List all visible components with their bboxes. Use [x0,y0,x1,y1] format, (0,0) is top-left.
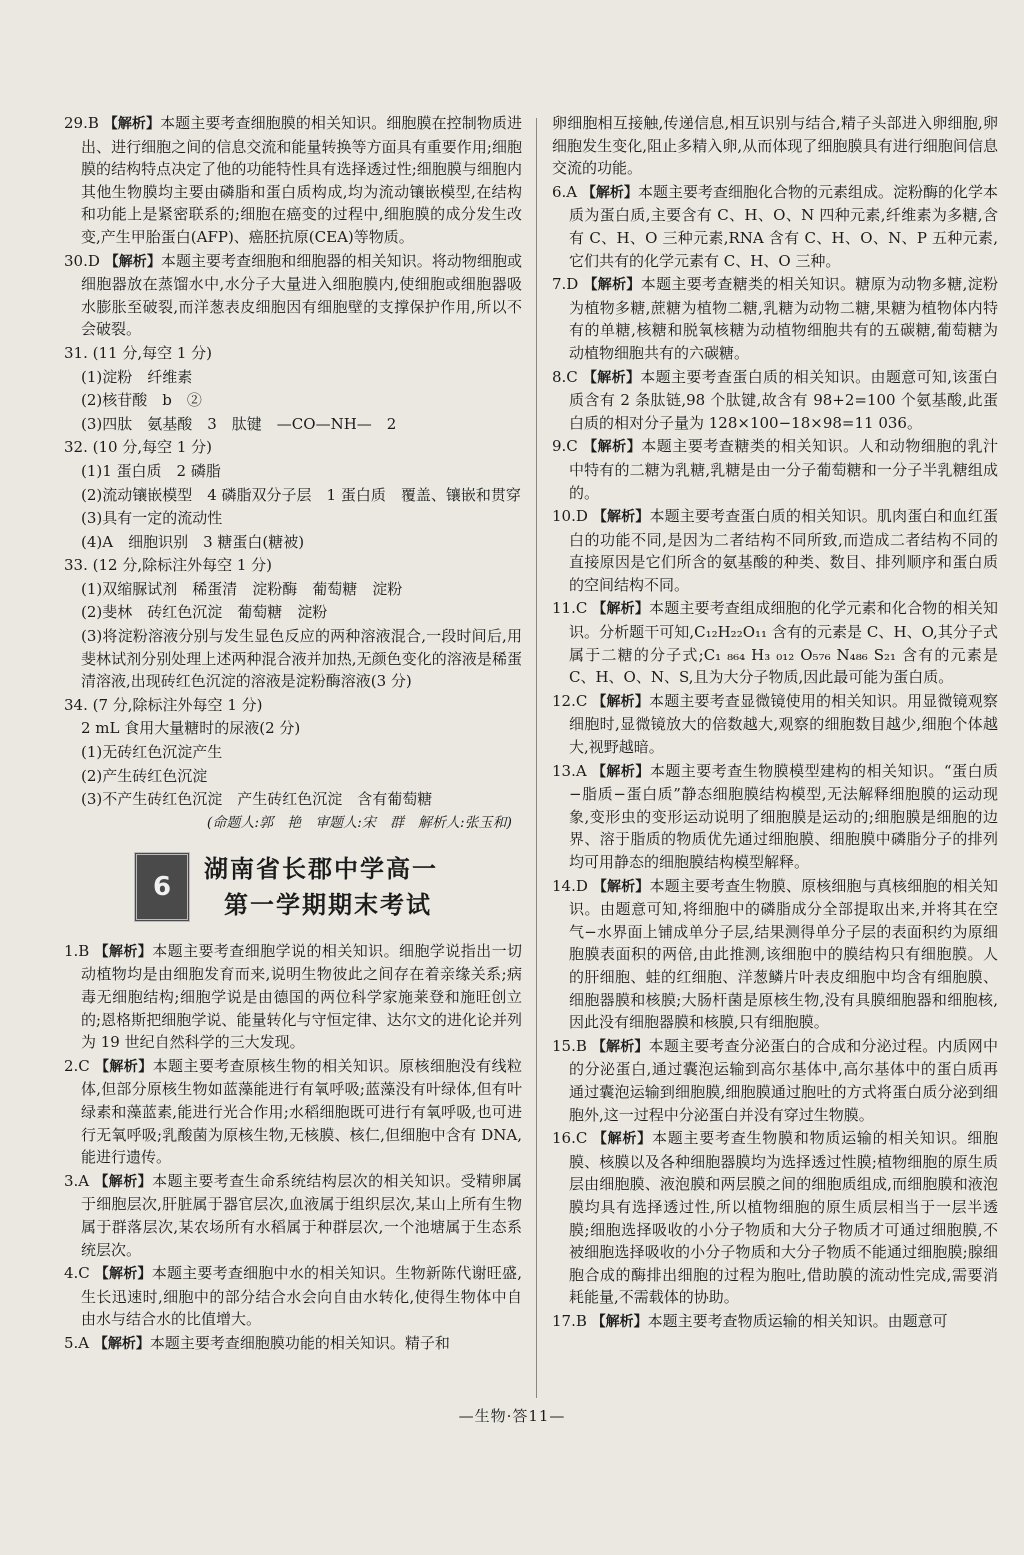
answer-number: 3.A [64,1171,95,1190]
answer-text: (1)1 蛋白质 2 磷脂 [81,461,221,480]
answer-text: (12 分,除标注外每空 1 分) [92,556,273,575]
analysis-tag: 【解析】 [583,277,641,294]
answer-number: 10.D [552,507,593,526]
answer-number: 12.C [552,691,593,710]
answer-number: 5.A [64,1333,94,1352]
answer-text: 本题主要考查糖类的相关知识。糖原为动物多糖,淀粉为植物多糖,蔗糖为植物二糖,乳糖为动物二糖,果糖为植物体内特有的单糖,核糖和脱氧核糖为动植物细胞共有的五碳糖,葡萄糖为动植物细胞共有的六碳糖。 [569,275,999,362]
answer-item [552,435,998,504]
answer-text: 本题主要考查蛋白质的相关知识。肌肉蛋白和血红蛋白的功能不同,是因为二者结构不同所致,而造成二者结构不同的直接原因是它们所含的氨基酸的种类、数目、排列顺序和蛋白质的空间结构不同。 [569,507,998,594]
answer-text: 本题主要考查糖类的相关知识。人和动物细胞的乳汁中特有的二糖为乳糖,乳糖是由一分子葡萄糖和一分子半乳糖组成的。 [569,437,998,502]
section-header [134,844,522,930]
answer-item [64,601,522,624]
column-divider [536,118,537,1398]
answer-text: (2)产生砖红色沉淀 [81,766,208,785]
answer-number: 6.A [552,182,582,201]
analysis-tag: 【解析】 [591,763,650,780]
left-answers-part2 [64,940,522,1356]
answer-item [64,717,522,740]
answer-item [64,1332,522,1356]
answer-item [552,1035,998,1126]
answer-item [64,250,522,341]
answer-number: 2.C [64,1056,95,1075]
answer-text: (3)具有一定的流动性 [81,509,223,528]
analysis-tag: 【解析】 [592,693,650,710]
answer-text: 本题主要考查分泌蛋白的合成和分泌过程。内质网中的分泌蛋白,通过囊泡运输到高尔基体中,高尔基体中的蛋白质再通过囊泡运输到细胞膜,细胞膜通过胞吐的方式将蛋白质分泌到细胞外,这一过程中分泌蛋白并没有穿过生物膜。 [569,1036,998,1124]
answer-number: 33. [64,556,93,575]
analysis-tag: 【解析】 [592,1131,652,1148]
analysis-tag: 【解析】 [94,1058,153,1075]
answer-item [64,765,522,788]
analysis-tag: 【解析】 [592,878,650,895]
analysis-tag: 【解析】 [104,253,161,270]
section-title-line2: 第一学期期末考试 [224,890,432,919]
answer-text: (3)四肽 氨基酸 3 肽键 —CO—NH— 2 [81,414,397,433]
answer-number: 11.C [552,599,593,618]
answer-number: 29.B [64,114,104,132]
answer-item [552,1310,998,1334]
answer-item [552,690,998,759]
answer-text: 本题主要考查细胞中水的相关知识。生物新陈代谢旺盛,生长迅速时,细胞中的部分结合水会向自由水转化,使得生物体中自由水与结合水的比值增大。 [81,1264,522,1329]
analysis-tag: 【解析】 [591,1038,649,1055]
answer-item [552,112,998,180]
answer-number: 16.C [552,1129,593,1148]
answer-item [552,181,998,272]
answer-number: 30.D [64,251,105,270]
analysis-tag: 【解析】 [592,601,650,618]
answer-number: 8.C [552,367,583,386]
answer-text: 本题主要考查原核生物的相关知识。原核细胞没有线粒体,但部分原核生物如蓝藻能进行有氧呼吸;蓝藻没有叶绿体,但有叶绿素和藻蓝素,能进行光合作用;水稻细胞既可进行有氧呼吸,也可进行无氧呼吸;乳酸菌为原核生物,无核膜、核仁,但细胞中含有 DNA,能进行遗传。 [81,1056,522,1167]
answer-text: (4)A 细胞识别 3 糖蛋白(糖被) [81,532,305,551]
answer-item [64,366,522,389]
answer-text: 本题主要考查显微镜使用的相关知识。用显微镜观察细胞时,显微镜放大的倍数越大,观察的细胞数目越少,细胞个体越大,视野越暗。 [569,691,998,757]
answer-text: 卵细胞相互接触,传递信息,相互识别与结合,精子头部进入卵细胞,卵细胞发生变化,阻止多精入卵,从而体现了细胞膜具有进行细胞间信息交流的功能。 [552,114,998,178]
answer-item [64,1170,522,1261]
answer-item [64,413,522,436]
analysis-tag: 【解析】 [582,369,641,386]
answer-item [64,342,522,365]
answer-item [64,436,522,459]
answer-item [64,531,522,554]
answer-number: 1.B [64,941,95,960]
answer-text: (1)无砖红色沉淀产生 [81,743,223,762]
answer-text: 本题主要考查蛋白质的相关知识。由题意可知,该蛋白质含有 2 条肽链,98 个肽键,故含有 98+2=100 个氨基酸,此蛋白质的相对分子量为 128×100−18×98=11 036。 [569,367,998,432]
answer-text: 本题主要考查生命系统结构层次的相关知识。受精卵属于细胞层次,肝脏属于器官层次,血液属于组织层次,某山上所有生物属于群落层次,某农场所有水稻属于种群层次,一个池塘属于生态系统层次。 [81,1171,522,1259]
answer-number: 14.D [552,876,593,895]
analysis-tag: 【解析】 [581,184,638,201]
right-column [552,112,1003,1334]
answer-item [64,625,522,693]
answer-item [64,554,522,577]
answer-text: 本题主要考查细胞学说的相关知识。细胞学说指出一切动植物均是由细胞发育而来,说明生物彼此之间存在着亲缘关系;病毒无细胞结构;细胞学说是由德国的两位科学家施莱登和施旺创立的;恩格斯把细胞学说、能量转化与守恒定律、达尔文的进化论并列为 19 世纪自然科学的三大发现。 [81,941,522,1052]
answer-number: 17.B [552,1311,592,1330]
analysis-tag: 【解析】 [583,439,642,456]
answer-item [64,112,522,249]
answer-item [64,389,522,412]
left-answers-part1 [64,112,522,811]
answer-item [64,1262,522,1331]
answer-item [552,760,998,874]
answer-text: (11 分,每空 1 分) [92,343,213,362]
answer-item [552,505,998,596]
answer-text: 本题主要考查物质运输的相关知识。由题意可 [647,1311,948,1330]
answer-text: (2)流动镶嵌模型 4 磷脂双分子层 1 蛋白质 覆盖、镶嵌和贯穿 [81,485,521,504]
analysis-tag: 【解析】 [94,1266,152,1283]
answer-text: 本题主要考查细胞膜功能的相关知识。精子和 [149,1333,450,1352]
answer-text: 本题主要考查生物膜、原核细胞与真核细胞的相关知识。由题意可知,将细胞中的磷脂成分全部提取出来,并将其在空气−水界面上铺成单分子层,结果测得单分子层的表面积约为原细胞膜表面积的两倍,由此推测,该细胞中的膜结构只有细胞膜。人的肝细胞、蛙的红细胞、洋葱鳞片叶表皮细胞中均含有细胞膜、细胞器膜和核膜;大肠杆菌是原核生物,没有具膜细胞器和细胞核,因此没有细胞器膜和核膜,只有细胞膜。 [569,876,998,1032]
answer-item [64,507,522,530]
answer-text: 本题主要考查生物膜模型建构的相关知识。“蛋白质−脂质−蛋白质”静态细胞膜结构模型,无法解释细胞膜的运动现象,变形虫的变形运动说明了细胞膜是运动的;细胞膜是细胞的边界、溶于脂质的物质优先通过细胞膜、细胞膜中磷脂分子的排列均可用静态的细胞膜结构模型解释。 [569,761,998,871]
analysis-tag: 【解析】 [103,116,161,132]
answer-item [64,940,522,1054]
answer-text: (3)不产生砖红色沉淀 产生砖红色沉淀 含有葡萄糖 [81,790,433,809]
section-title [204,851,438,923]
answer-item [64,788,522,811]
answer-item [552,273,998,364]
answer-item [552,1127,998,1309]
answer-text: (1)淀粉 纤维素 [81,367,193,386]
answer-number: 15.B [552,1036,592,1055]
author-credit: (命题人:郭 艳 审题人:宋 群 解析人:张玉和) [206,814,512,831]
page-footer: —生物·答11— [458,1407,566,1425]
analysis-tag: 【解析】 [93,1335,150,1352]
answer-item [552,366,998,435]
answer-item [64,460,522,483]
answer-item [552,875,998,1034]
answer-text: 本题主要考查细胞膜的相关知识。细胞膜在控制物质进出、进行细胞之间的信息交流和能量转换等方面具有重要作用;细胞膜的结构特点决定了他的功能特性具有选择透过性;细胞膜与细胞内其他生物膜均主要由磷脂和蛋白质构成,均为流动镶嵌模型,在结构和功能上是紧密联系的;细胞在癌变的过程中,细胞膜的成分发生改变,产生甲胎蛋白(AFP)、癌胚抗原(CEA)等物质。 [81,114,522,246]
analysis-tag: 【解析】 [592,509,650,526]
answer-text: (7 分,除标注外每空 1 分) [92,695,263,714]
answer-text: 本题主要考查生物膜和物质运输的相关知识。细胞膜、核膜以及各种细胞器膜均为选择透过性膜;植物细胞的原生质层由细胞膜、液泡膜和两层膜之间的细胞质组成,而细胞膜和液泡膜均具有选择透过性,所以植物细胞的原生质层相当于一层半透膜;细胞选择吸收的小分子物质和大分子物质才可通过细胞膜,不被细胞选择吸收的小分子物质和大分子物质不能通过细胞膜;腺细胞合成的酶排出细胞的过程为胞吐,借助膜的流动性完成,需要消耗能量,不需载体的协助。 [569,1129,998,1307]
answer-number: 4.C [64,1264,95,1283]
answer-item [552,597,1003,688]
analysis-tag: 【解析】 [591,1313,648,1330]
answer-number: 13.A [552,761,592,780]
answer-text: 本题主要考查细胞化合物的元素组成。淀粉酶的化学本质为蛋白质,主要含有 C、H、O、N 四种元素,纤维素为多糖,含有 C、H、O 三种元素,RNA 含有 C、H、O、N、P 五种元素,它们共有的化学元素有 C、H、O 三种。 [569,182,998,270]
answer-item [64,578,522,601]
answer-text: 2 mL 食用大量糖时的尿液(2 分) [81,719,301,738]
left-column [64,112,522,1357]
answer-number: 31. [64,343,93,362]
answer-item [64,741,522,764]
answer-number: 32. [64,438,93,457]
answer-number: 34. [64,695,93,714]
answer-text: (3)将淀粉溶液分别与发生显色反应的两种溶液混合,一段时间后,用斐林试剂分别处理上述两种混合液并加热,无颜色变化的溶液是稀蛋清溶液,出现砖红色沉淀的溶液是淀粉酶溶液(3 分) [81,627,522,691]
answer-number: 7.D [552,275,584,294]
analysis-tag: 【解析】 [94,943,153,960]
answer-text: 本题主要考查组成细胞的化学元素和化合物的相关知识。分析题干可知,C₁₂H₂₂O₁₁ 含有的元素是 C、H、O,其分子式属于二糖的分子式;C₁ ₈₆₄ H₃ ₀₁₂ O₅₇₆ N₄₈₆ S₂₁ 含有的元素是 C、H、O、N、S,且为大分子物质,因此最可能为蛋白质。 [569,599,1003,687]
right-answers [552,112,1003,1333]
answer-text: (10 分,每空 1 分) [92,438,213,457]
section-title-line1: 湖南省长郡中学高一 [204,854,438,883]
answer-item [64,1055,522,1169]
analysis-tag: 【解析】 [94,1173,153,1190]
answer-text: (2)斐林 砖红色沉淀 葡萄糖 淀粉 [81,603,328,622]
answer-item [64,694,522,717]
answer-number: 9.C [552,437,584,456]
answer-text: 本题主要考查细胞和细胞器的相关知识。将动物细胞或细胞器放在蒸馏水中,水分子大量进入细胞膜内,使细胞或细胞器吸水膨胀至破裂,而洋葱表皮细胞因有细胞壁的支撑保护作用,所以不会破裂。 [81,251,522,339]
answer-item [64,484,522,507]
section-number-badge: 6 [134,852,190,922]
answer-text: (2)核苷酸 b ② [81,391,202,410]
answer-text: (1)双缩脲试剂 稀蛋清 淀粉酶 葡萄糖 淀粉 [81,579,403,598]
